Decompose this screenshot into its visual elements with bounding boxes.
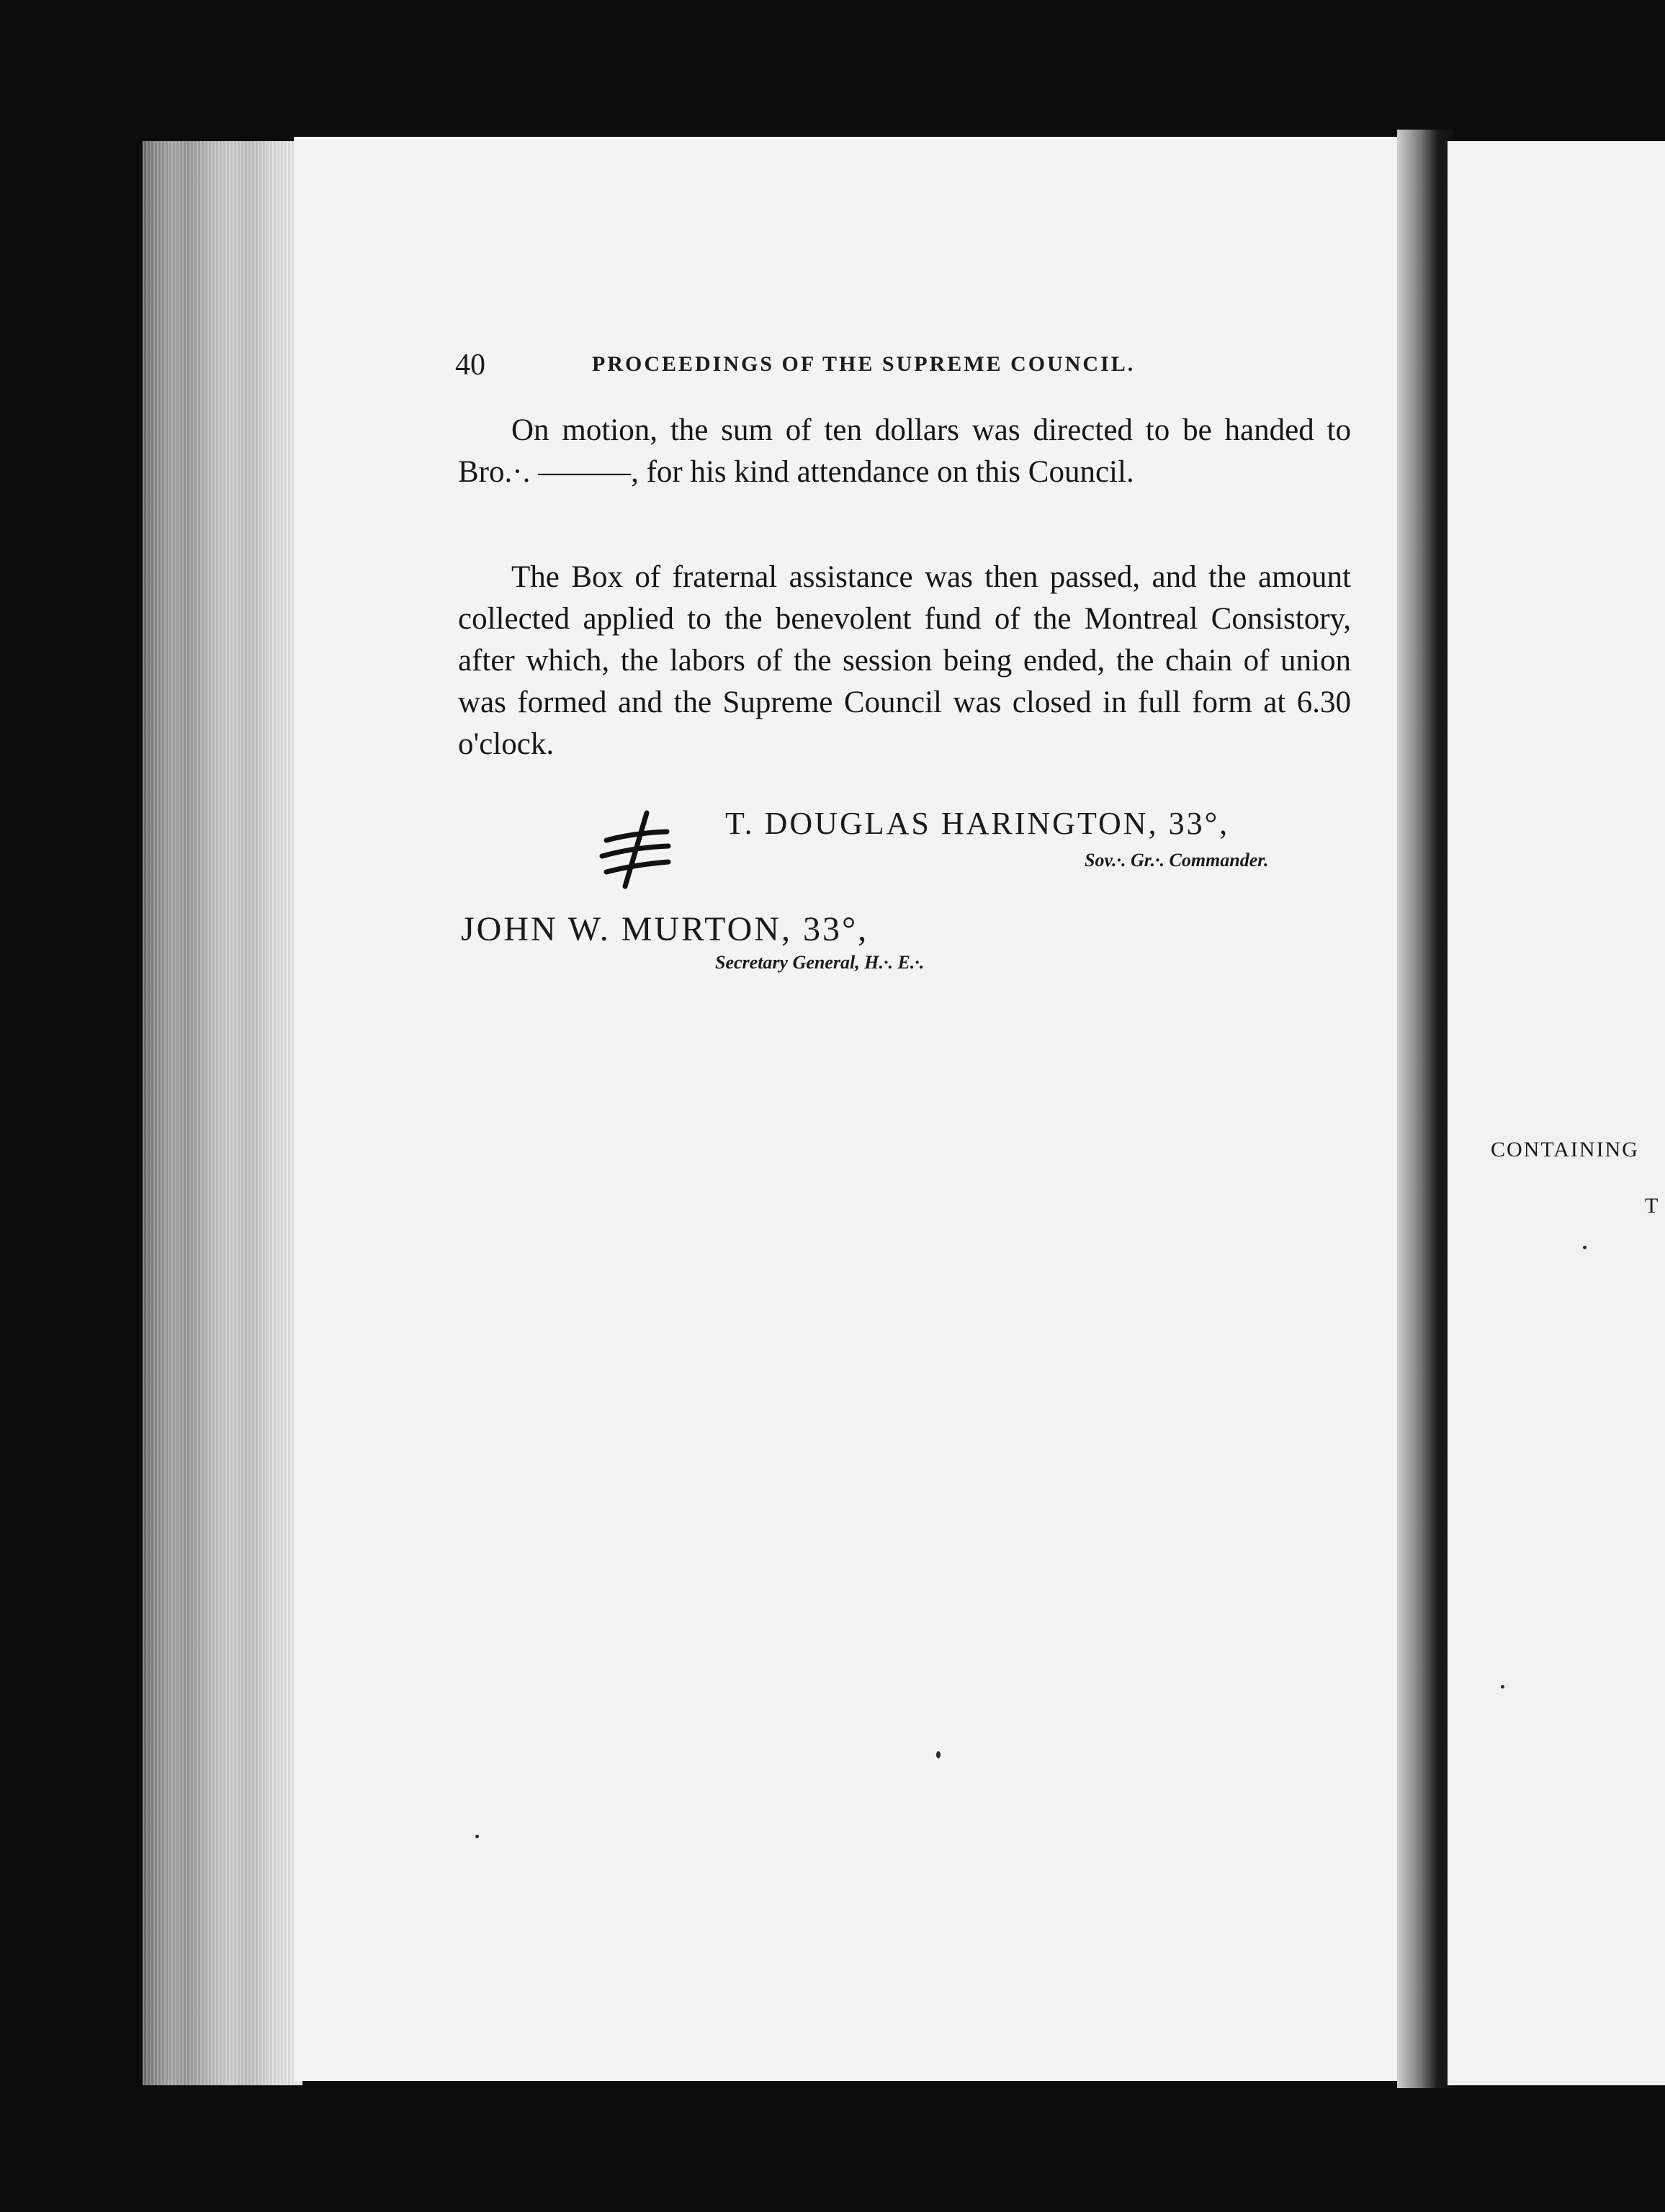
commander-title: Sov.·. Gr.·. Commander.	[1085, 850, 1269, 871]
right-page-fragment: T	[1645, 1194, 1660, 1218]
secretary-name: JOHN W. MURTON, 33°,	[461, 910, 869, 948]
right-page	[1448, 141, 1665, 2085]
paragraph-closing: The Box of fraternal assistance was then passed, and the amount collected applied to the benevolent fund of the Montreal Consistory, after which, the labors of the session being ended, the chain of union was formed and the Supreme Council was closed in full form at 6.30 o'clock.	[458, 560, 1351, 761]
speck	[1583, 1246, 1587, 1249]
speck	[475, 1835, 479, 1838]
commander-name: T. DOUGLAS HARINGTON, 33°,	[725, 806, 1230, 841]
speck	[1501, 1685, 1504, 1689]
page-number: 40	[455, 349, 485, 382]
running-head-title: PROCEEDINGS OF THE SUPREME COUNCIL.	[592, 352, 1136, 376]
speck	[936, 1751, 941, 1758]
paragraph-motion: On motion, the sum of ten dollars was directed to be handed to Bro.·. ———, for his kind attendance on this Council.	[458, 413, 1351, 489]
book-gutter	[1397, 130, 1455, 2088]
running-head	[455, 348, 1352, 384]
masonic-cross-mark	[596, 810, 676, 889]
right-page-heading: CONTAINING	[1491, 1138, 1639, 1161]
secretary-title: Secretary General, H.·. E.·.	[715, 952, 925, 973]
book-page-edge	[143, 141, 302, 2085]
